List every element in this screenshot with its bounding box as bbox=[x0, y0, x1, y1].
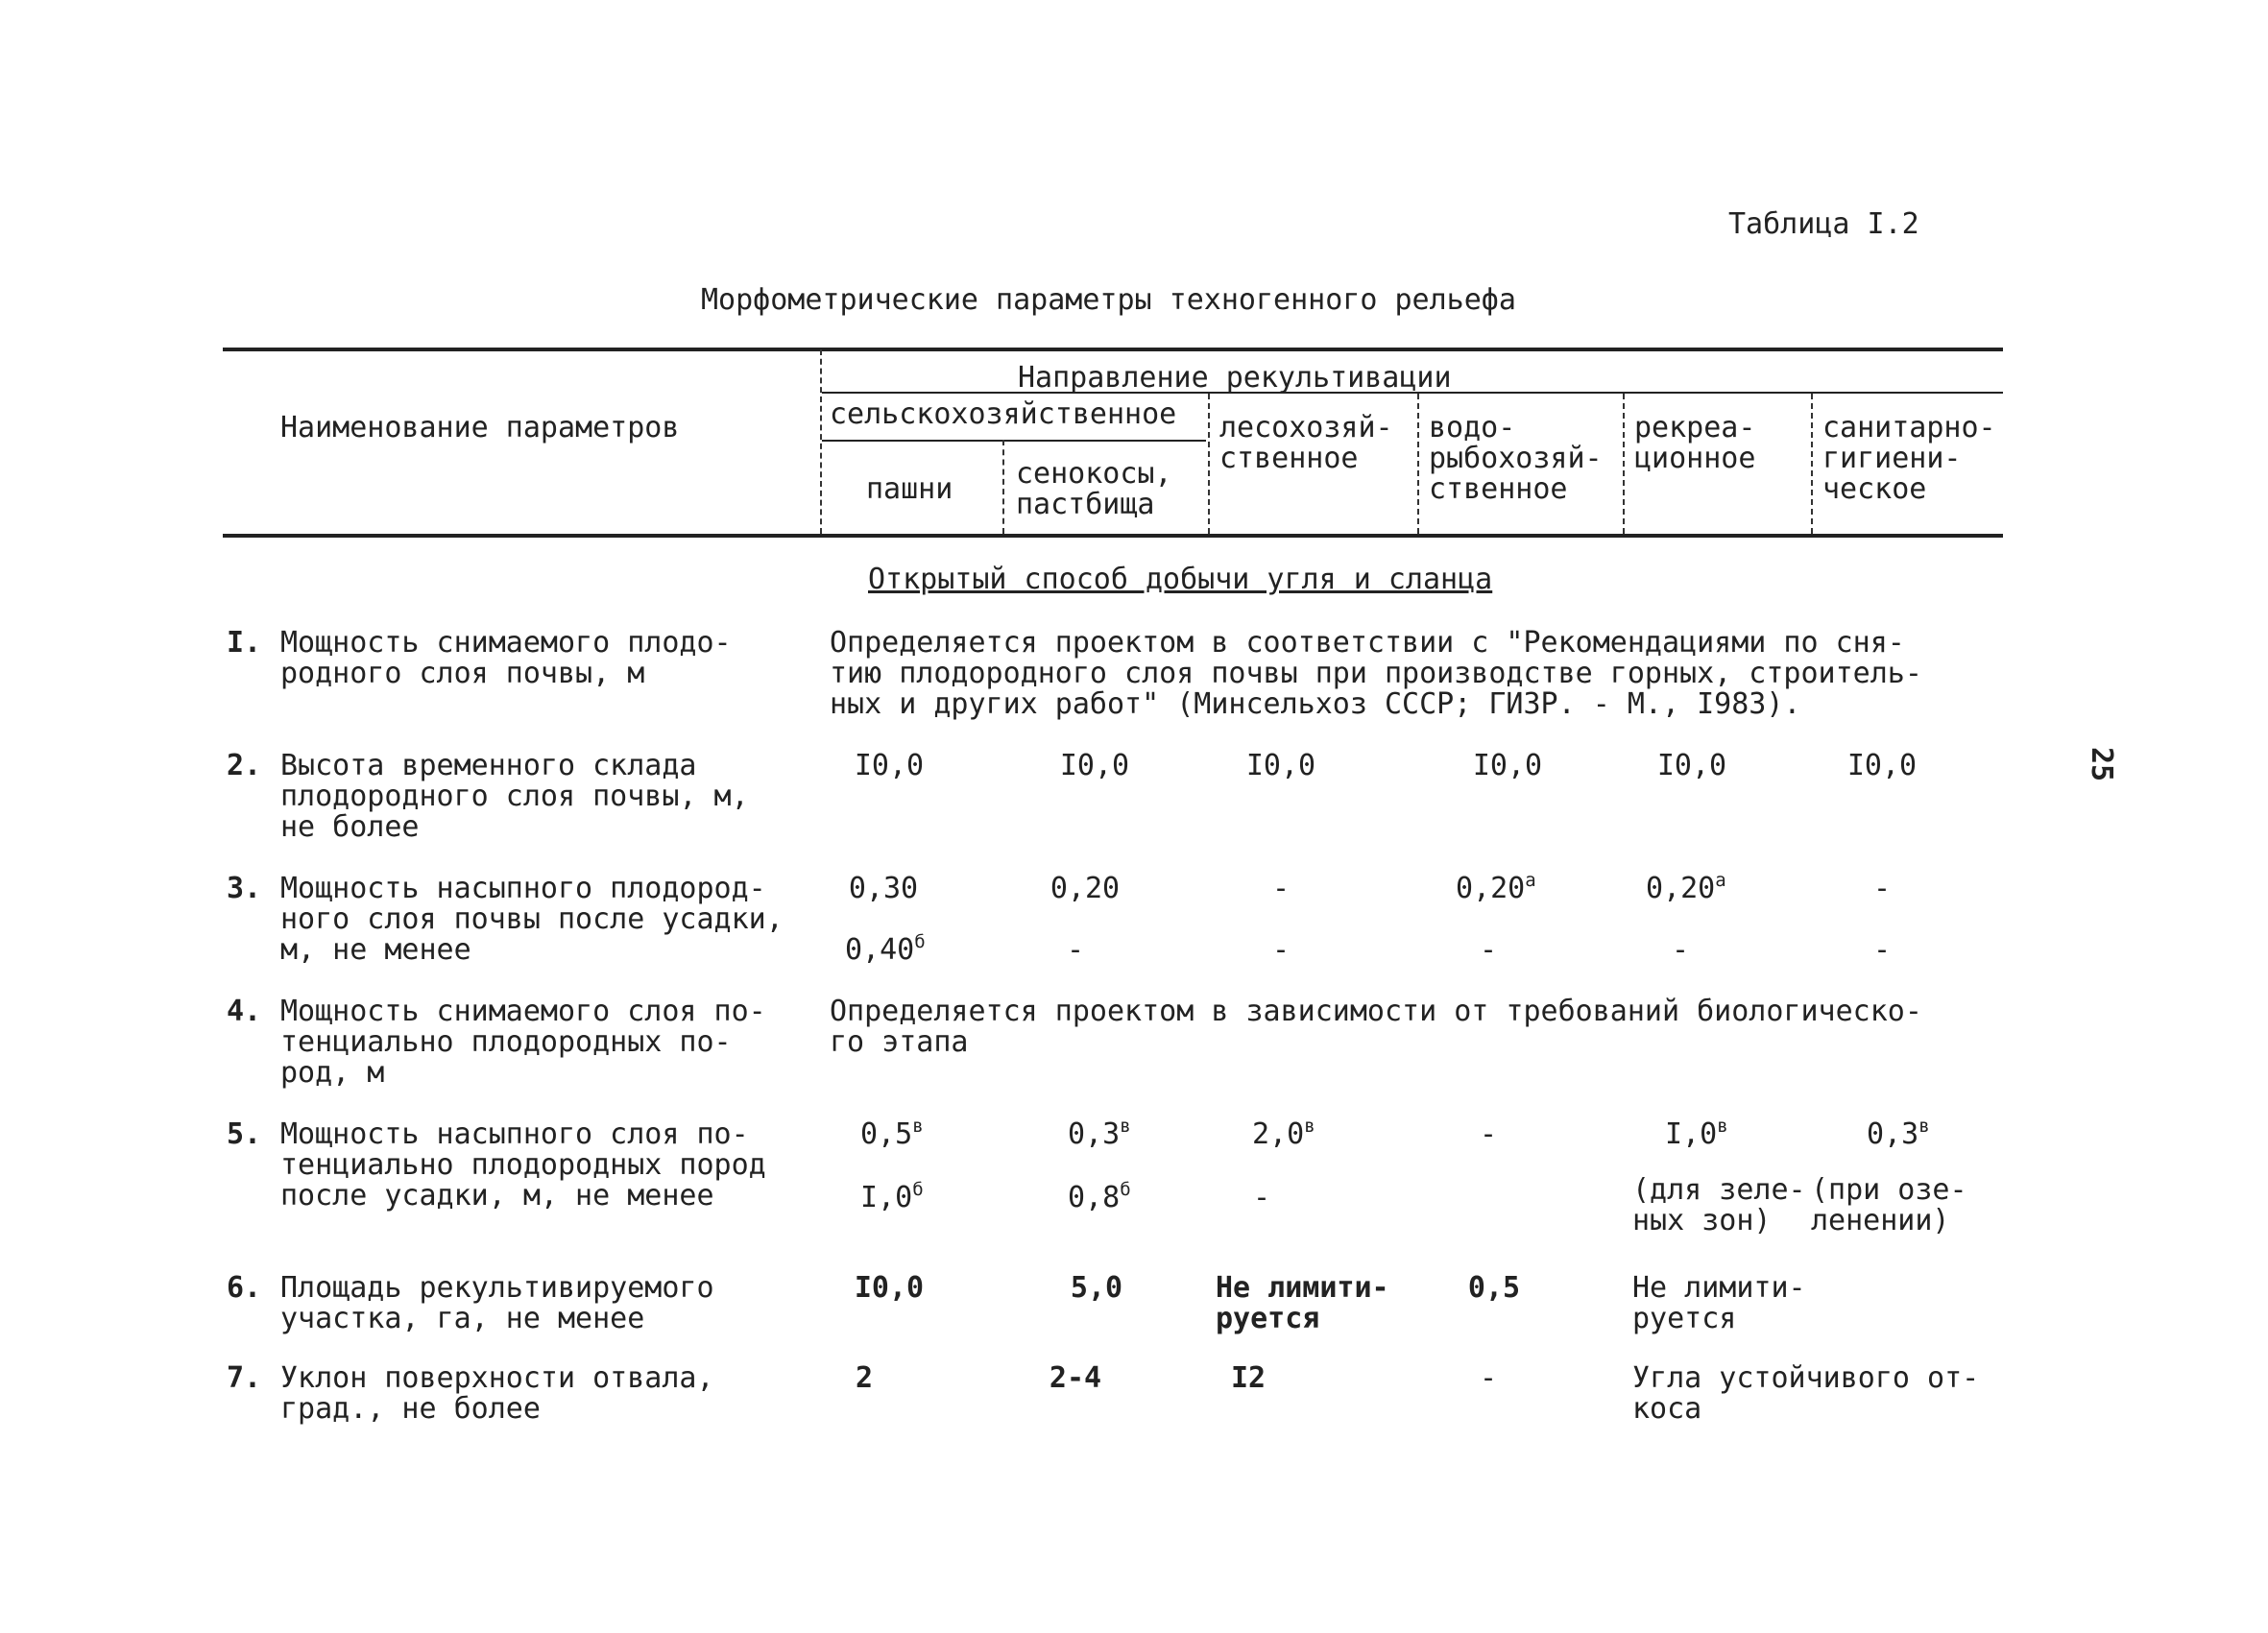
cell-value: 0,8 bbox=[1068, 1181, 1121, 1214]
row-number: 6. bbox=[227, 1271, 262, 1305]
header-sanitary: санитарно- гигиени- ческое bbox=[1822, 411, 1996, 506]
footnote-mark-v: в bbox=[1120, 1116, 1131, 1137]
cell-hayfields: 0,20 bbox=[1050, 872, 1121, 905]
cell-value: 0,20 bbox=[1456, 872, 1526, 905]
cell-value: 0,3 bbox=[1068, 1117, 1121, 1151]
header-forestry: лесохозяй- ственное bbox=[1219, 411, 1393, 475]
cell-hayfields bbox=[1068, 1116, 1131, 1153]
cell-recreation: Не лимити- руется bbox=[1632, 1271, 1806, 1335]
cell-recreation bbox=[1646, 870, 1726, 907]
table-title: Морфометрические параметры техногенного рельефа bbox=[701, 283, 1516, 317]
cell-plowland bbox=[860, 1179, 924, 1216]
header-top-rule bbox=[223, 348, 2003, 351]
row-note: Определяется проектом в зависимости от требований биологическо- го этапа bbox=[830, 995, 1922, 1059]
cell-plowland: I0,0 bbox=[854, 749, 925, 782]
cell-sanitary: - bbox=[1872, 872, 1892, 905]
row-param-label: Мощность насыпного слоя по- тенциально плодородных пород после усадки, м, не менее bbox=[280, 1117, 766, 1213]
header-divider bbox=[1002, 440, 1004, 534]
header-water: водо- рыбохозяй- ственное bbox=[1429, 411, 1603, 506]
header-direction: Направление рекультивации bbox=[1018, 361, 1452, 395]
row-number: 5. bbox=[227, 1117, 262, 1151]
header-recreation: рекреа- ционное bbox=[1634, 411, 1756, 475]
footnote-mark-b: б bbox=[1120, 1179, 1131, 1200]
cell-recreation: - bbox=[1671, 933, 1690, 967]
header-divider bbox=[1623, 394, 1625, 534]
header-agri: сельскохозяйственное bbox=[830, 397, 1177, 431]
row-param-label: Высота временного склада плодородного слоя почвы, м, не более bbox=[280, 749, 749, 844]
cell-value: 0,3 bbox=[1867, 1117, 1919, 1151]
cell-recreation: Угла устойчивого от- коса bbox=[1632, 1361, 1980, 1426]
cell-value: I,0 bbox=[1665, 1117, 1718, 1151]
cell-recreation bbox=[1665, 1116, 1728, 1153]
page-number: 25 bbox=[2085, 746, 2119, 782]
header-divider bbox=[1811, 394, 1813, 534]
cell-hayfields: 5,0 bbox=[1070, 1271, 1123, 1305]
header-param-col: Наименование параметров bbox=[280, 411, 680, 444]
cell-forestry: Не лимити- руется bbox=[1216, 1271, 1389, 1335]
header-hayfields: сенокосы, пастбища bbox=[1016, 457, 1172, 521]
cell-value: 2,0 bbox=[1252, 1117, 1305, 1151]
cell-water: - bbox=[1479, 1117, 1498, 1151]
row-number: 7. bbox=[227, 1361, 262, 1395]
cell-value: 0,40 bbox=[845, 933, 915, 967]
cell-forestry: - bbox=[1271, 933, 1291, 967]
cell-plowland bbox=[845, 931, 926, 969]
footnote-mark-a: а bbox=[1715, 870, 1726, 891]
cell-water: - bbox=[1479, 933, 1498, 967]
cell-recreation: I0,0 bbox=[1656, 749, 1727, 782]
cell-value: I,0 bbox=[860, 1181, 913, 1214]
footnote-mark-v: в bbox=[1304, 1116, 1315, 1137]
header-divider bbox=[1417, 394, 1419, 534]
cell-value: 0,20 bbox=[1646, 872, 1716, 905]
header-plowland: пашни bbox=[866, 472, 953, 506]
cell-forestry: - bbox=[1271, 872, 1291, 905]
row-param-label: Мощность насыпного плодород- ного слоя почвы после усадки, м, не менее bbox=[280, 872, 784, 967]
footnote-mark-b: б bbox=[914, 931, 926, 952]
row-param-label: Уклон поверхности отвала, град., не более bbox=[280, 1361, 714, 1426]
cell-plowland: 0,30 bbox=[848, 872, 919, 905]
footnote-mark-b: б bbox=[912, 1179, 924, 1200]
agri-underline bbox=[822, 440, 1206, 442]
footnote-mark-v: в bbox=[912, 1116, 924, 1137]
row-param-label: Площадь рекультивируемого участка, га, не менее bbox=[280, 1271, 714, 1335]
cell-forestry: - bbox=[1252, 1181, 1271, 1214]
cell-forestry bbox=[1252, 1116, 1315, 1153]
cell-water: 0,5 bbox=[1467, 1271, 1521, 1305]
table-label: Таблица I.2 bbox=[1728, 207, 1919, 241]
header-divider bbox=[1208, 394, 1210, 534]
cell-hayfields: I0,0 bbox=[1059, 749, 1130, 782]
row-number: 3. bbox=[227, 872, 262, 905]
cell-plowland bbox=[860, 1116, 924, 1153]
cell-plowland: 2 bbox=[855, 1361, 874, 1395]
note-recreation: (для зеле- ных зон) bbox=[1632, 1173, 1806, 1237]
section-title: Открытый способ добычи угля и сланца bbox=[868, 563, 1493, 596]
cell-forestry: I2 bbox=[1231, 1361, 1267, 1395]
row-number: 4. bbox=[227, 995, 262, 1028]
row-number: 2. bbox=[227, 749, 262, 782]
footnote-mark-a: а bbox=[1525, 870, 1536, 891]
cell-hayfields: - bbox=[1066, 933, 1085, 967]
cell-hayfields: 2-4 bbox=[1049, 1361, 1102, 1395]
footnote-mark-v: в bbox=[1717, 1116, 1728, 1137]
footnote-mark-v: в bbox=[1918, 1116, 1930, 1137]
cell-sanitary: I0,0 bbox=[1846, 749, 1918, 782]
header-divider bbox=[820, 349, 822, 534]
row-number: I. bbox=[227, 626, 262, 660]
cell-sanitary bbox=[1867, 1116, 1930, 1153]
row-param-label: Мощность снимаемого слоя по- тенциально плодородных по- род, м bbox=[280, 995, 766, 1090]
row-note: Определяется проектом в соответствии с "Рекомендациями по сня- тию плодородного слоя почвы при производстве горных, строитель- ных и других работ" (Минсельхоз СССР; ГИЗР. - М., I983). bbox=[830, 626, 1922, 721]
cell-sanitary: - bbox=[1872, 933, 1892, 967]
cell-plowland: I0,0 bbox=[854, 1271, 925, 1305]
row-param-label: Мощность снимаемого плодо- родного слоя почвы, м bbox=[280, 626, 732, 690]
cell-water: - bbox=[1479, 1361, 1498, 1395]
cell-water: I0,0 bbox=[1472, 749, 1543, 782]
note-sanitary: (при озе- ленении) bbox=[1811, 1173, 1967, 1237]
cell-value: 0,5 bbox=[860, 1117, 913, 1151]
header-bottom-rule bbox=[223, 534, 2003, 538]
cell-hayfields bbox=[1068, 1179, 1131, 1216]
cell-forestry: I0,0 bbox=[1245, 749, 1316, 782]
cell-water bbox=[1456, 870, 1536, 907]
